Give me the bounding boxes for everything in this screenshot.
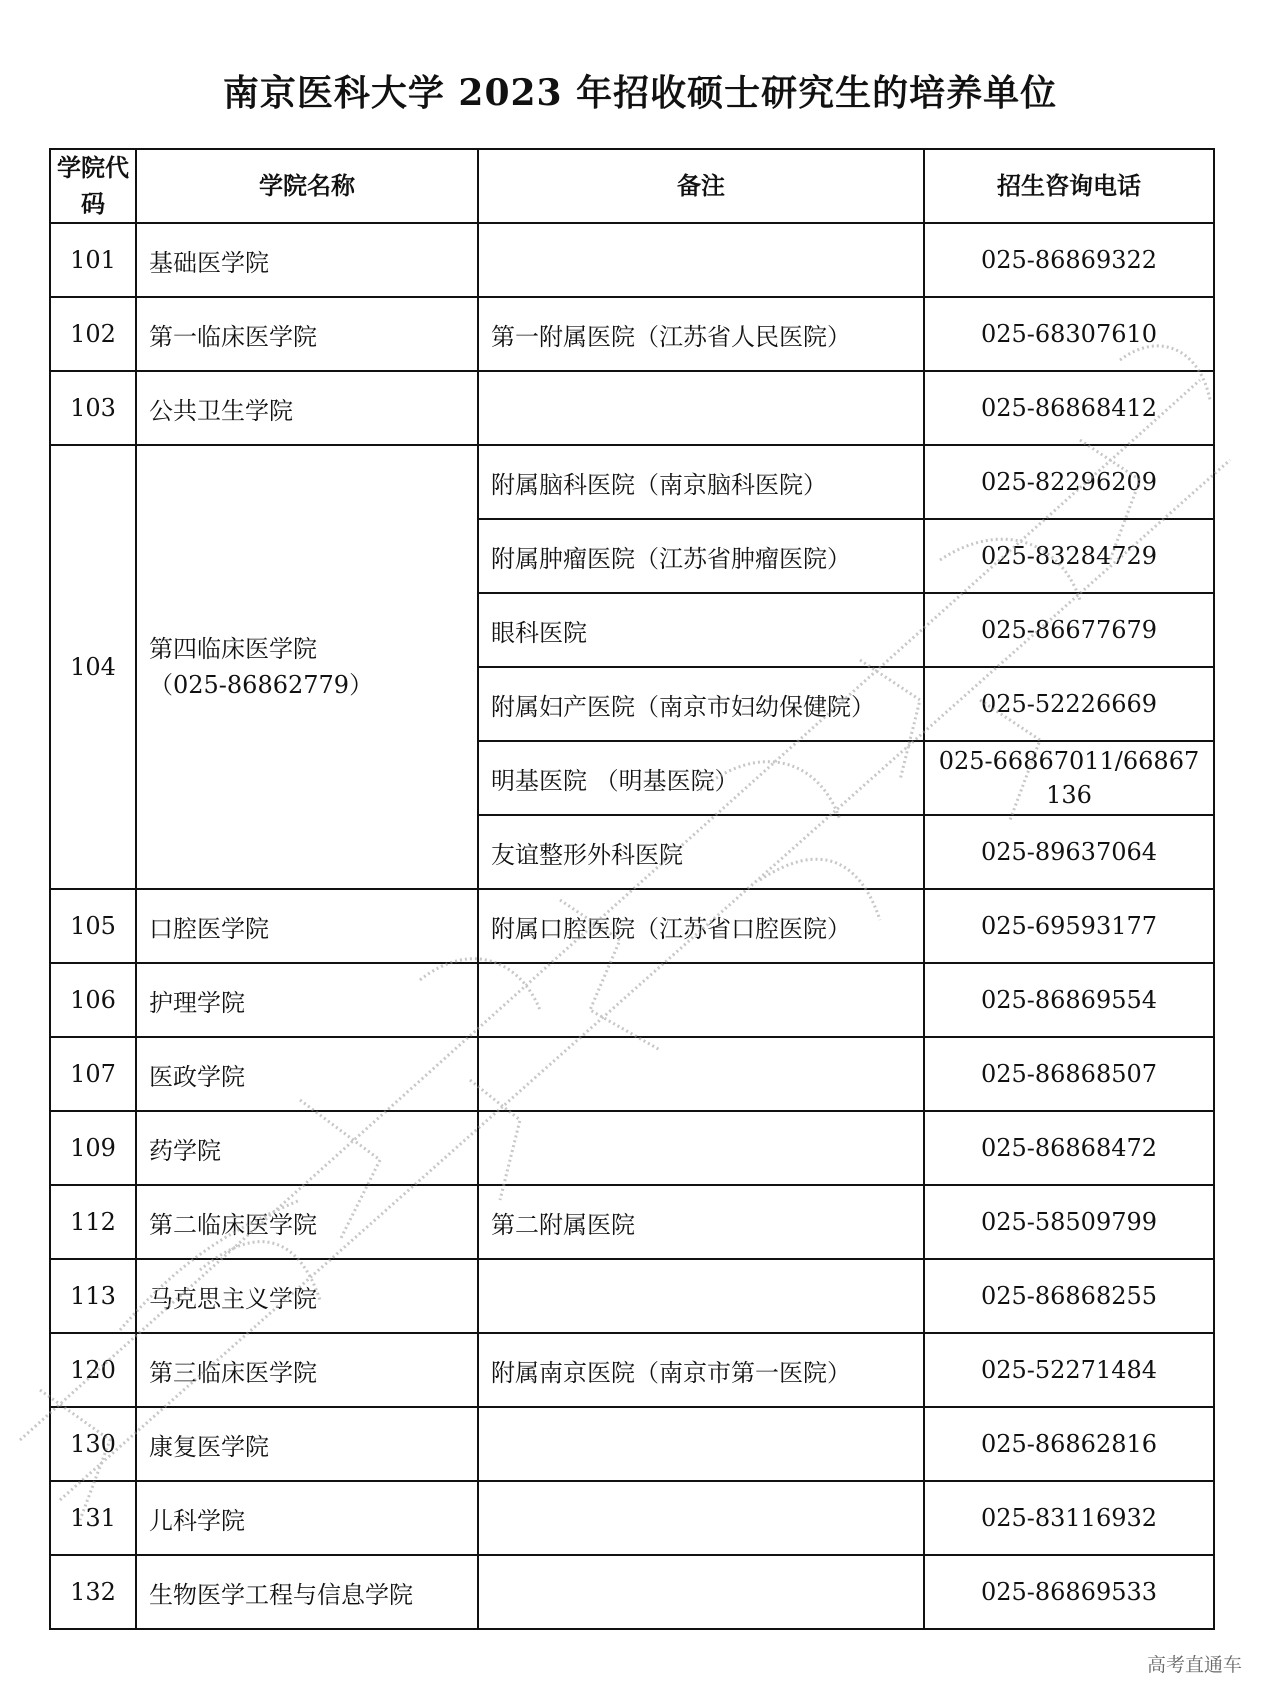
college-code: 113 [50,1259,136,1333]
college-phone: 025-83116932 [924,1481,1214,1555]
hospital-phone: 025-89637064 [924,815,1214,889]
college-phone: 025-86868255 [924,1259,1214,1333]
college-code: 102 [50,297,136,371]
college-note [478,963,924,1037]
college-note: 第一附属医院（江苏省人民医院） [478,297,924,371]
hospital-note: 附属脑科医院（南京脑科医院） [478,445,924,519]
college-name: 护理学院 [136,963,478,1037]
college-code: 130 [50,1407,136,1481]
table-row [50,1037,1214,1111]
college-name: 儿科学院 [136,1481,478,1555]
hospital-note: 附属妇产医院（南京市妇幼保健院） [478,667,924,741]
college-name: 第一临床医学院 [136,297,478,371]
college-name: 马克思主义学院 [136,1259,478,1333]
college-code: 105 [50,889,136,963]
college-phone: 025-86868412 [924,371,1214,445]
college-name: 药学院 [136,1111,478,1185]
college-phone: 025-52271484 [924,1333,1214,1407]
table-row [50,371,1214,445]
college-note [478,1037,924,1111]
college-name: 第三临床医学院 [136,1333,478,1407]
college-note: 附属南京医院（南京市第一医院） [478,1333,924,1407]
college-code: 104 [50,445,136,889]
college-phone: 025-86869533 [924,1555,1214,1629]
page-title: 南京医科大学 2023 年招收硕士研究生的培养单位 [222,72,1058,114]
college-phone: 025-86869554 [924,963,1214,1037]
college-note [478,1259,924,1333]
college-phone: 025-86868507 [924,1037,1214,1111]
college-note: 第二附属医院 [478,1185,924,1259]
college-note [478,1407,924,1481]
college-phone: 025-86869322 [924,223,1214,297]
table-row [50,1481,1214,1555]
college-note [478,1111,924,1185]
college-phone: 025-68307610 [924,297,1214,371]
college-name: 基础医学院 [136,223,478,297]
college-code: 106 [50,963,136,1037]
header-phone: 招生咨询电话 [924,149,1214,223]
college-name: 医政学院 [136,1037,478,1111]
college-name: 第二临床医学院 [136,1185,478,1259]
college-code: 112 [50,1185,136,1259]
college-name: 第四临床医学院 [149,635,317,663]
college-name: 康复医学院 [136,1407,478,1481]
table-row [50,889,1214,963]
college-phone: 025-86862816 [924,1407,1214,1481]
table-row [50,963,1214,1037]
table-row-group-104 [50,445,1214,519]
table-row [50,1333,1214,1407]
college-note [478,371,924,445]
college-code: 120 [50,1333,136,1407]
table-row [50,297,1214,371]
header-name: 学院名称 [136,149,478,223]
table-row [50,1185,1214,1259]
college-note: 附属口腔医院（江苏省口腔医院） [478,889,924,963]
hospital-phone: 025-83284729 [924,519,1214,593]
header-note: 备注 [478,149,924,223]
table-row [50,223,1214,297]
college-code: 109 [50,1111,136,1185]
college-code: 132 [50,1555,136,1629]
college-note [478,1555,924,1629]
college-name: 生物医学工程与信息学院 [136,1555,478,1629]
college-code: 103 [50,371,136,445]
hospital-phone: 025-86677679 [924,593,1214,667]
college-name-phone: （025-86862779） [149,671,374,699]
header-code: 学院代码 [50,149,136,223]
hospital-note: 友谊整形外科医院 [478,815,924,889]
college-phone: 025-69593177 [924,889,1214,963]
college-name-merged [136,445,478,889]
college-phone: 025-86868472 [924,1111,1214,1185]
training-units-table [49,148,1215,1630]
college-code: 131 [50,1481,136,1555]
college-phone: 025-58509799 [924,1185,1214,1259]
college-note [478,1481,924,1555]
college-code: 101 [50,223,136,297]
table-row [50,1111,1214,1185]
hospital-phone: 025-66867011/66867136 [924,741,1214,815]
hospital-note: 附属肿瘤医院（江苏省肿瘤医院） [478,519,924,593]
table-row [50,1259,1214,1333]
hospital-phone: 025-82296209 [924,445,1214,519]
hospital-note: 眼科医院 [478,593,924,667]
table-row [50,1555,1214,1629]
college-note [478,223,924,297]
table-header-row [50,149,1214,223]
college-code: 107 [50,1037,136,1111]
college-name: 口腔医学院 [136,889,478,963]
footer-brand-text: 高考直通车 [1146,1654,1242,1676]
hospital-phone: 025-52226669 [924,667,1214,741]
table-row [50,1407,1214,1481]
college-name: 公共卫生学院 [136,371,478,445]
hospital-note: 明基医院 （明基医院） [478,741,924,815]
